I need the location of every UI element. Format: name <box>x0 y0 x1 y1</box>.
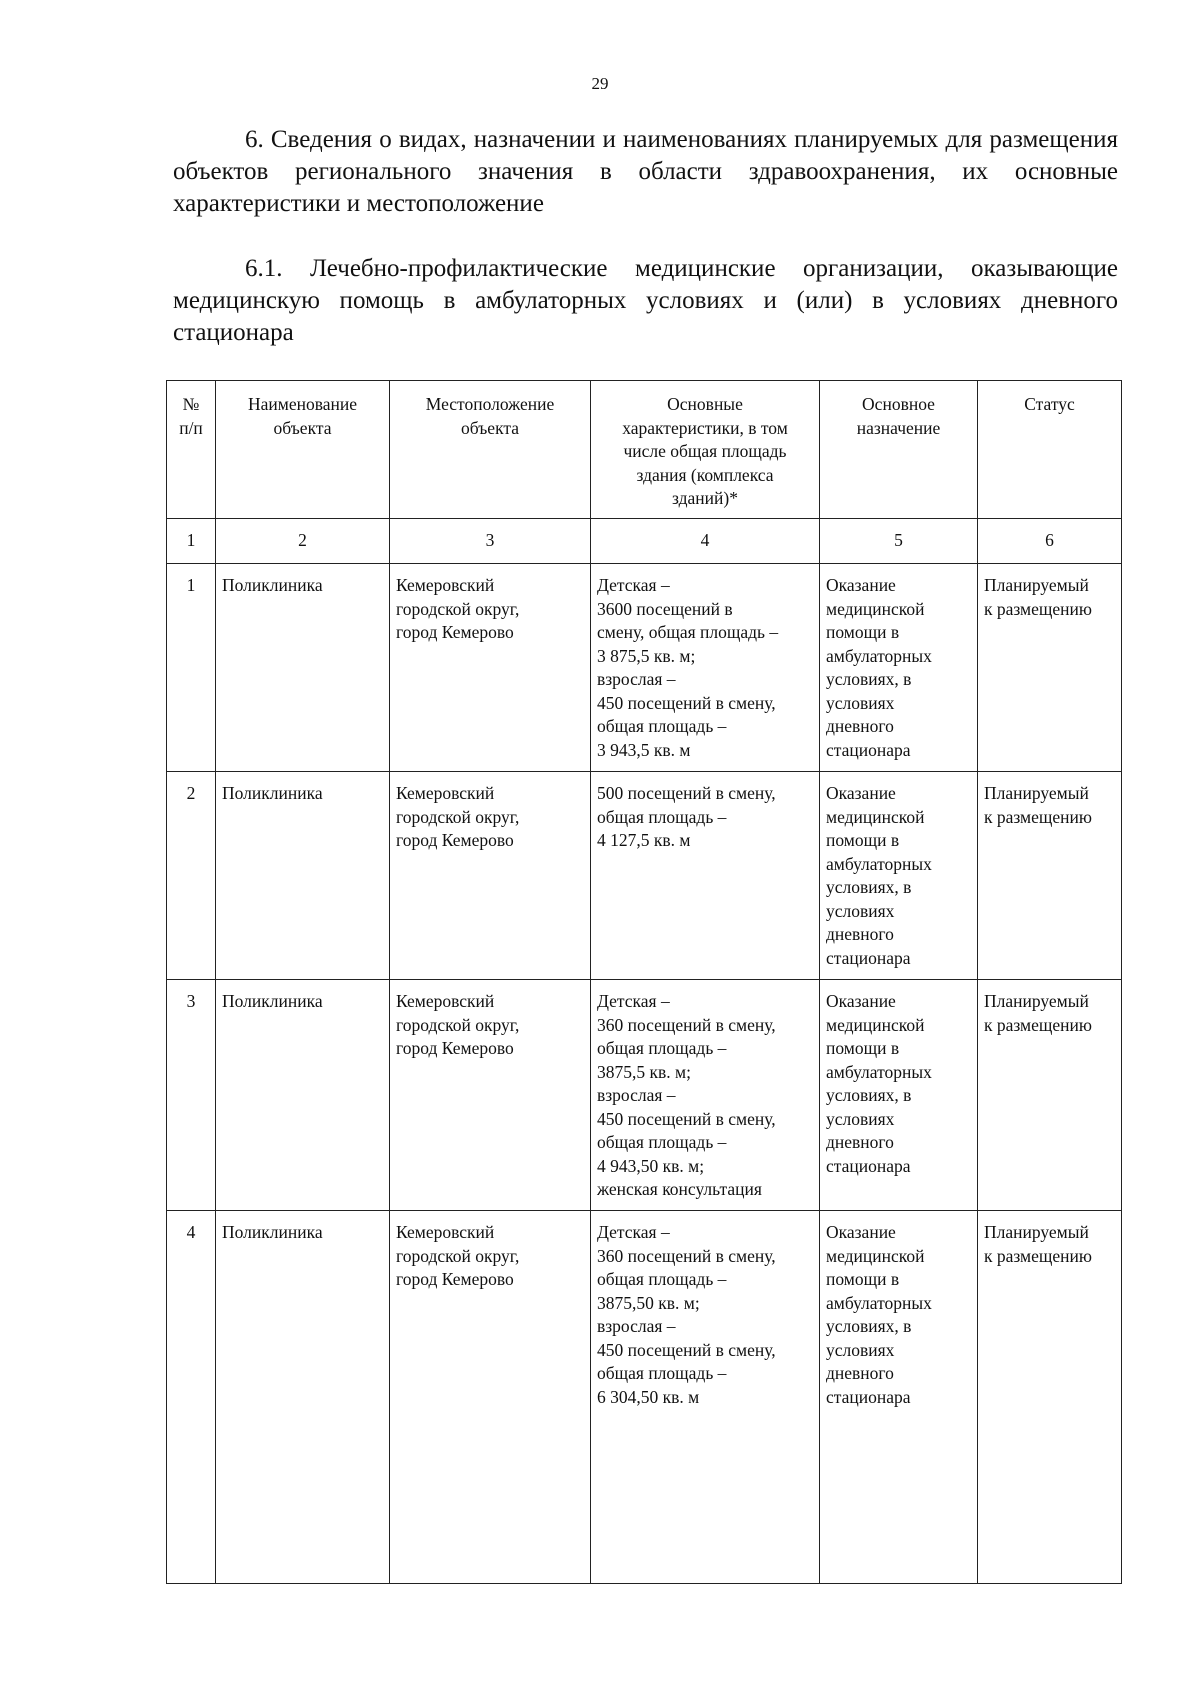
section-heading-6: 6. Сведения о видах, назначении и наименованиях планируемых для размещения объектов регионального значения в области здравоохранения, их основные характеристики и местоположение <box>173 126 1118 217</box>
table-header-row <box>167 381 1122 519</box>
table-row <box>167 1211 1122 1584</box>
table-row <box>167 980 1122 1211</box>
column-number-5: 5 <box>820 519 978 564</box>
object-characteristics: Детская – 3600 посещений в смену, общая площадь – 3 875,5 кв. м; взрослая – 450 посещений в смену, общая площадь – 3 943,5 кв. м <box>591 564 820 772</box>
healthcare-objects-table <box>166 380 1122 1584</box>
row-number: 1 <box>167 564 216 772</box>
page-number: 29 <box>591 74 609 93</box>
column-number-6: 6 <box>978 519 1122 564</box>
object-location: Кемеровский городской округ, город Кемерово <box>390 772 591 980</box>
row-number: 2 <box>167 772 216 980</box>
row-number: 3 <box>167 980 216 1211</box>
object-name: Поликлиника <box>216 1211 390 1584</box>
object-characteristics: Детская – 360 посещений в смену, общая площадь – 3875,50 кв. м; взрослая – 450 посещений в смену, общая площадь – 6 304,50 кв. м <box>591 1211 820 1584</box>
header-location: Местоположение объекта <box>390 381 591 519</box>
object-status: Планируемый к размещению <box>978 772 1122 980</box>
header-purpose: Основное назначение <box>820 381 978 519</box>
column-number-2: 2 <box>216 519 390 564</box>
object-purpose: Оказание медицинской помощи в амбулаторных условиях, в условиях дневного стационара <box>820 564 978 772</box>
table-row <box>167 564 1122 772</box>
header-characteristics: Основные характеристики, в том числе общая площадь здания (комплекса зданий)* <box>591 381 820 519</box>
object-status: Планируемый к размещению <box>978 1211 1122 1584</box>
object-name: Поликлиника <box>216 772 390 980</box>
object-purpose: Оказание медицинской помощи в амбулаторных условиях, в условиях дневного стационара <box>820 980 978 1211</box>
object-location: Кемеровский городской округ, город Кемерово <box>390 1211 591 1584</box>
object-name: Поликлиника <box>216 564 390 772</box>
header-number: № п/п <box>167 381 216 519</box>
row-number: 4 <box>167 1211 216 1584</box>
object-location: Кемеровский городской округ, город Кемерово <box>390 564 591 772</box>
object-status: Планируемый к размещению <box>978 980 1122 1211</box>
object-characteristics: 500 посещений в смену, общая площадь – 4 127,5 кв. м <box>591 772 820 980</box>
table-row <box>167 772 1122 980</box>
header-name: Наименование объекта <box>216 381 390 519</box>
object-purpose: Оказание медицинской помощи в амбулаторных условиях, в условиях дневного стационара <box>820 772 978 980</box>
column-number-1: 1 <box>167 519 216 564</box>
object-purpose: Оказание медицинской помощи в амбулаторных условиях, в условиях дневного стационара <box>820 1211 978 1584</box>
object-location: Кемеровский городской округ, город Кемерово <box>390 980 591 1211</box>
object-characteristics: Детская – 360 посещений в смену, общая площадь – 3875,5 кв. м; взрослая – 450 посещений в смену, общая площадь – 4 943,50 кв. м; женская консультация <box>591 980 820 1211</box>
column-number-3: 3 <box>390 519 591 564</box>
column-number-row <box>167 519 1122 564</box>
column-number-4: 4 <box>591 519 820 564</box>
subsection-heading-6-1: 6.1. Лечебно-профилактические медицинские организации, оказывающие медицинскую помощь в амбулаторных условиях и (или) в условиях дневного стационара <box>173 255 1118 346</box>
header-status: Статус <box>978 381 1122 519</box>
object-name: Поликлиника <box>216 980 390 1211</box>
object-status: Планируемый к размещению <box>978 564 1122 772</box>
